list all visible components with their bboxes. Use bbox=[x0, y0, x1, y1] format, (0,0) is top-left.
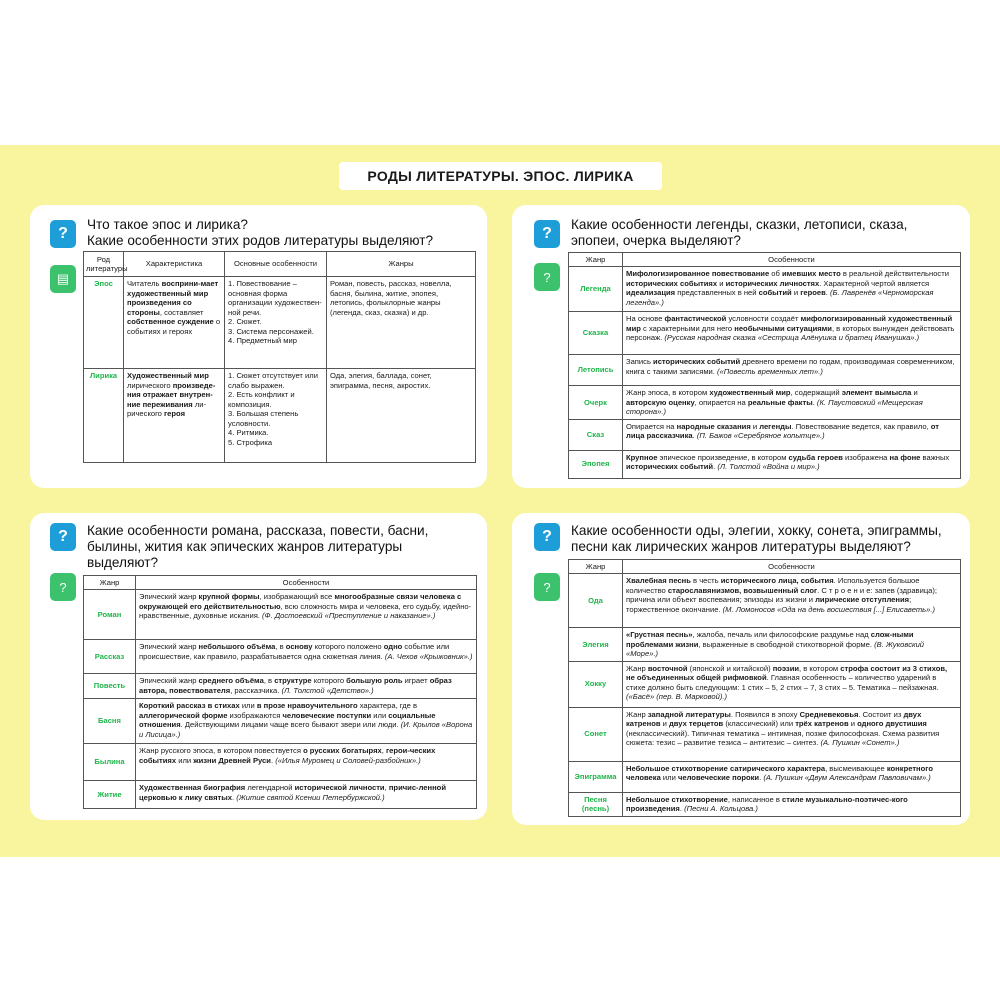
table-row bbox=[84, 674, 477, 699]
panel-title-line: Какие особенности романа, рассказа, повести, басни, bbox=[87, 523, 429, 538]
panel-lyric-genres bbox=[512, 513, 970, 825]
plain-text: . Главная особенность – количество ударений в стихе должно быть следующим: 1 стих – 5, 2 стих – 7, 3 стих – 5. Тематика – пейзажная. bbox=[626, 673, 939, 692]
plain-text: , в которых вынужден действовать персонаж. bbox=[626, 323, 955, 342]
plain-text: . Состоит из bbox=[858, 709, 904, 719]
citation-text: (Л. Толстой «Война и мир».) bbox=[717, 462, 820, 471]
bold-text: авторскую оценку bbox=[626, 397, 695, 407]
column-header: Жанр bbox=[569, 560, 623, 574]
citation-text: (А. Пушкин «Сонет».) bbox=[820, 738, 900, 747]
bold-text: среднего объёма bbox=[198, 676, 264, 685]
column-header: Особенности bbox=[623, 560, 961, 574]
plain-text: , рассказчика. bbox=[230, 685, 282, 695]
plain-text: . bbox=[270, 755, 276, 765]
head-idea-icon: ? bbox=[50, 573, 76, 601]
genre-name: Песня (песнь) bbox=[569, 792, 623, 816]
bold-text: героя bbox=[164, 409, 186, 418]
bold-text: на фоне bbox=[889, 452, 921, 462]
plain-text: легендарной bbox=[245, 783, 295, 792]
epos-lyrics-table bbox=[83, 251, 476, 463]
genre-description bbox=[623, 355, 961, 386]
citation-text: (И. Крылов «Ворона и Лисица».) bbox=[139, 720, 473, 739]
bold-text: старославянизмов, возвышенный слог bbox=[667, 585, 818, 595]
panel-title-line: Какие особенности оды, элегии, хокку, сонета, эпиграммы, bbox=[571, 523, 942, 538]
epic-genres-table bbox=[83, 575, 477, 809]
bold-text: слож-ными проблемами жизни bbox=[626, 630, 914, 649]
plain-text: , в котором bbox=[799, 663, 841, 673]
bold-text: Художественная биография bbox=[139, 783, 246, 792]
plain-text: или bbox=[176, 755, 194, 765]
genre-name: Сказка bbox=[569, 312, 623, 355]
table-row bbox=[569, 312, 961, 355]
bold-text: герои-ческих событиях bbox=[139, 746, 436, 765]
bold-text: «Грустная песнь» bbox=[626, 630, 693, 639]
genre-name: Очерк bbox=[569, 386, 623, 420]
plain-text: , bbox=[384, 783, 389, 792]
citation-text: (Б. Лавренёв «Черноморская легенда».) bbox=[626, 288, 934, 307]
panel-title-line: песни как лирических жанров литературы выделяют? bbox=[571, 539, 911, 554]
table-row bbox=[84, 744, 477, 781]
genre-description bbox=[136, 674, 477, 699]
citation-text: («Илья Муромец и Соловей-разбойник».) bbox=[275, 755, 421, 765]
plain-text: которого положено bbox=[312, 642, 384, 651]
plain-text: ли-рического bbox=[127, 399, 207, 418]
genre-characteristic bbox=[124, 277, 225, 369]
column-header: Основные особенности bbox=[225, 252, 327, 277]
bold-text: человеческие пороки bbox=[677, 773, 760, 782]
genre-description bbox=[623, 386, 961, 420]
bold-text: элемент вымысла bbox=[841, 388, 912, 397]
plain-text: . Используется большое количество bbox=[626, 576, 920, 595]
bold-text: поэзии bbox=[772, 663, 800, 673]
table-row bbox=[569, 707, 961, 761]
plain-text: , всю сложность мира и человека, его судьбу, идейно-нравственные, духовные искания. bbox=[139, 601, 472, 620]
plain-text: которого bbox=[311, 676, 347, 685]
bold-text: народные сказания bbox=[676, 421, 751, 431]
genre-name: Сонет bbox=[569, 707, 623, 761]
bold-text: исторического лица, события bbox=[720, 576, 834, 585]
column-header: Род литературы bbox=[84, 252, 124, 277]
genre-description bbox=[623, 574, 961, 628]
bold-text: исторических событий bbox=[626, 462, 714, 471]
bold-text: исторической личности bbox=[294, 783, 385, 792]
plain-text: характера, где в bbox=[357, 701, 418, 710]
plain-text: . Действующими лицами чаще всего бывают звери или люди. bbox=[180, 720, 401, 729]
bold-text: трёх катренов bbox=[795, 719, 849, 728]
panel-title-line: эпопеи, очерка выделяют? bbox=[571, 233, 741, 248]
bold-text: от лица рассказчика bbox=[626, 421, 939, 440]
bold-text: Мифологизированное повествование bbox=[626, 269, 770, 278]
citation-text: (П. Бажов «Серебряное копытце».) bbox=[696, 431, 825, 440]
genre-name: Эпиграмма bbox=[569, 761, 623, 792]
genre-features: 1. Повествование – основная форма организации художествен-ной речи. 2. Сюжет. 3. Система персонажей. 4. Предметный мир bbox=[225, 277, 327, 369]
bold-text: имевших место bbox=[781, 269, 841, 278]
citation-text: (М. Ломоносов «Ода на день восшествия [...] Елисаветь».) bbox=[722, 604, 936, 614]
genre-name: Лирика bbox=[84, 369, 124, 463]
bold-text: социальные отношения bbox=[139, 710, 436, 729]
bold-text: стиле музыкально-поэтичес-кого произведения bbox=[626, 794, 908, 813]
bold-text: легенды bbox=[759, 421, 792, 431]
citation-text: (В. Жуковский «Море».) bbox=[626, 639, 925, 658]
plain-text: ; торжественное окончание. bbox=[626, 595, 912, 614]
genre-name: Рассказ bbox=[84, 640, 136, 674]
question-icon: ? bbox=[534, 523, 560, 551]
plain-text: лирического bbox=[127, 380, 173, 390]
plain-text: , в bbox=[275, 642, 286, 651]
bold-text: Небольшое стихотворение bbox=[626, 794, 728, 804]
plain-text: . bbox=[759, 773, 764, 782]
table-row bbox=[569, 761, 961, 792]
genre-description bbox=[623, 450, 961, 478]
genre-description bbox=[623, 419, 961, 450]
question-icon: ? bbox=[50, 523, 76, 551]
bold-text: в прозе нравоучительного bbox=[256, 701, 358, 710]
column-header: Характеристика bbox=[124, 252, 225, 277]
bold-text: двух катренов bbox=[626, 709, 922, 728]
citation-text: (К. Паустовский «Мещерская сторона».) bbox=[626, 397, 923, 416]
table-row bbox=[84, 699, 477, 744]
citation-text: (Песни А. Кольцова.) bbox=[684, 804, 758, 813]
plain-text: Жанр эпоса, в котором bbox=[626, 388, 710, 397]
plain-text: и bbox=[791, 288, 801, 297]
column-header: Особенности bbox=[623, 253, 961, 267]
bold-text: образ автора, повествователя bbox=[139, 676, 452, 695]
bold-text: структуре bbox=[274, 676, 312, 685]
bold-text: исторических личностях bbox=[725, 278, 820, 288]
plain-text: Опирается на bbox=[626, 421, 677, 431]
genre-name: Сказ bbox=[569, 419, 623, 450]
genre-name: Легенда bbox=[569, 267, 623, 312]
genre-name: Элегия bbox=[569, 628, 623, 662]
plain-text: условности создаёт bbox=[726, 314, 801, 323]
plain-text: об bbox=[769, 269, 782, 278]
genre-name: Ода bbox=[569, 574, 623, 628]
bold-text: строфа состоит из 3 стихов, не объединенных общей рифмовкой bbox=[626, 663, 948, 682]
genre-name: Роман bbox=[84, 590, 136, 640]
plain-text: Эпический жанр bbox=[139, 592, 199, 601]
plain-text: и bbox=[848, 719, 858, 728]
plain-text: . bbox=[825, 288, 830, 297]
column-header: Особенности bbox=[136, 576, 477, 590]
citation-text: (Русская народная сказка «Сестрица Алёнушка и братец Иванушка».) bbox=[664, 333, 920, 342]
citation-text: (А. Чехов «Крыжовник».) bbox=[384, 651, 473, 661]
genre-name: Житие bbox=[84, 781, 136, 809]
genre-description bbox=[623, 267, 961, 312]
plain-text: . bbox=[232, 792, 237, 802]
citation-text: (Ф. Достоевский «Преступление и наказание».) bbox=[262, 611, 436, 620]
bold-text: необычными ситуациями bbox=[734, 323, 832, 333]
plain-text: и bbox=[750, 421, 760, 431]
table-row bbox=[84, 590, 477, 640]
column-header: Жанры bbox=[327, 252, 476, 277]
plain-text: , составляет bbox=[159, 307, 204, 317]
bold-text: идеализация bbox=[626, 288, 676, 297]
genre-name: Летопись bbox=[569, 355, 623, 386]
head-idea-icon: ? bbox=[534, 263, 560, 291]
genre-list: Роман, повесть, рассказ, новелла, басня, былина, житие, эпопея, летопись, фольклорные жанры (легенда, сказ, сказка) и др. bbox=[327, 277, 476, 369]
plain-text: или bbox=[660, 773, 678, 782]
plain-text: . Характерной чертой является bbox=[819, 278, 930, 288]
page-title: РОДЫ ЛИТЕРАТУРЫ. ЭПОС. ЛИРИКА bbox=[339, 162, 662, 190]
panel-epos-lyrics bbox=[30, 205, 487, 488]
plain-text: Запись bbox=[626, 357, 654, 366]
table-row bbox=[84, 277, 476, 369]
genre-name: Басня bbox=[84, 699, 136, 744]
plain-text: . bbox=[812, 397, 817, 407]
bold-text: исторических событиях bbox=[626, 278, 718, 288]
plain-text: , изображающий все bbox=[259, 592, 335, 601]
plain-text: (неклассический). Типичная тематика – интимная, позже философская. Схема развития сюжета: тезис – развитие тезиса – антитезис – синтез. bbox=[626, 728, 940, 747]
panel-title bbox=[87, 217, 487, 249]
bold-text: судьба героев bbox=[788, 452, 843, 462]
bold-text: восточной bbox=[647, 663, 688, 673]
question-icon: ? bbox=[50, 220, 76, 248]
plain-text: . bbox=[679, 804, 685, 813]
plain-text: о событиях и героях bbox=[127, 317, 221, 336]
plain-text: Жанр bbox=[626, 663, 648, 673]
genre-description bbox=[623, 628, 961, 662]
genre-name: Эпопея bbox=[569, 450, 623, 478]
genre-description bbox=[136, 781, 477, 809]
plain-text: в честь bbox=[690, 576, 721, 585]
table-row bbox=[569, 661, 961, 707]
plain-text: . Появился в эпоху bbox=[730, 709, 800, 719]
table-row bbox=[569, 355, 961, 386]
citation-text: («Басё» (пер. В. Марковой).) bbox=[626, 692, 728, 701]
plain-text: . bbox=[713, 462, 718, 471]
table-row bbox=[569, 267, 961, 312]
panel-title-line: выделяют? bbox=[87, 555, 159, 570]
plain-text: древнего времени по годам, производимая современником, книга с такими записями. bbox=[626, 357, 955, 376]
plain-text: или bbox=[239, 701, 257, 710]
plain-text: событие или происшествие, как правило, разрабатывается одна сюжетная линия. bbox=[139, 642, 450, 661]
bold-text: Крупное bbox=[626, 452, 658, 462]
genre-description bbox=[623, 707, 961, 761]
table-row bbox=[84, 369, 476, 463]
plain-text: , опирается на bbox=[694, 397, 748, 407]
plain-text: . Повествование ведется, как правило, bbox=[791, 421, 931, 431]
table-row bbox=[569, 450, 961, 478]
bold-text: Небольшое стихотворение сатирического характера bbox=[626, 763, 826, 773]
genre-description bbox=[623, 661, 961, 707]
bold-text: человеческие поступки bbox=[282, 710, 372, 720]
bold-text: мифологизированный художественный мир bbox=[626, 314, 953, 333]
bold-text: исторических событий bbox=[653, 357, 741, 366]
panel-title-line: былины, жития как эпических жанров литературы bbox=[87, 539, 403, 554]
panel-title-line: Что такое эпос и лирика? bbox=[87, 217, 248, 232]
panel-title-line: Какие особенности этих родов литературы выделяют? bbox=[87, 233, 434, 248]
plain-text: Жанр bbox=[626, 709, 648, 719]
plain-text: . С т р о е н и е: запев (здравица); причина или объект воспевания; эпизоды из жизни и bbox=[626, 585, 938, 604]
bold-text: о русских богатырях bbox=[303, 746, 382, 755]
plain-text: и bbox=[717, 278, 726, 288]
bold-text: аллегорической форме bbox=[139, 710, 228, 720]
genre-name: Хокку bbox=[569, 661, 623, 707]
plain-text: и bbox=[660, 719, 669, 728]
plain-text: Жанр русского эпоса, в котором повествуется bbox=[139, 746, 304, 755]
bold-text: Художественный мир bbox=[127, 371, 209, 380]
bold-text: Хвалебная песнь bbox=[626, 576, 691, 585]
panel-title bbox=[87, 523, 487, 571]
genre-description bbox=[623, 792, 961, 816]
bold-text: конкретного человека bbox=[626, 763, 933, 782]
bold-text: собственное суждение bbox=[127, 317, 214, 326]
genre-description bbox=[136, 744, 477, 781]
plain-text: изображена bbox=[842, 452, 890, 462]
plain-text: эпическое произведение, в котором bbox=[657, 452, 789, 462]
legend-tale-table bbox=[568, 252, 961, 479]
bold-text: крупной формы bbox=[198, 592, 260, 601]
table-row bbox=[84, 781, 477, 809]
plain-text: представленных в ней bbox=[675, 288, 759, 297]
lyric-genres-table bbox=[568, 559, 961, 817]
plain-text: важных bbox=[920, 452, 950, 462]
genre-name: Эпос bbox=[84, 277, 124, 369]
citation-text: (Л. Толстой «Детство».) bbox=[281, 685, 374, 695]
column-header: Жанр bbox=[84, 576, 136, 590]
plain-text: играет bbox=[402, 676, 430, 685]
bold-text: многообразные связи человека с окружающей его действительностью bbox=[139, 592, 462, 611]
panel-title bbox=[571, 217, 966, 249]
genre-description bbox=[136, 640, 477, 674]
genre-name: Повесть bbox=[84, 674, 136, 699]
genre-characteristic bbox=[124, 369, 225, 463]
bold-text: лирические отступления bbox=[815, 595, 910, 604]
bold-text: причис-ленной церковью к лику святых bbox=[139, 783, 446, 802]
bold-text: художественный мир bbox=[709, 388, 791, 397]
plain-text: Читатель bbox=[127, 279, 162, 288]
question-icon: ? bbox=[534, 220, 560, 248]
head-idea-icon: ? bbox=[534, 573, 560, 601]
plain-text: , жалоба, печаль или философские раздумье над bbox=[692, 630, 871, 639]
bold-text: одно bbox=[383, 642, 403, 651]
genre-description bbox=[136, 590, 477, 640]
genre-features: 1. Сюжет отсутствует или слабо выражен. 2. Есть конфликт и композиция. 3. Большая степень условности. 4. Ритмика. 5. Строфика bbox=[225, 369, 327, 463]
plain-text: , высмеивающее bbox=[825, 763, 887, 773]
table-row bbox=[569, 792, 961, 816]
genre-name: Былина bbox=[84, 744, 136, 781]
plain-text: , написанное в bbox=[727, 794, 783, 804]
bold-text: большую роль bbox=[346, 676, 403, 685]
table-row bbox=[569, 419, 961, 450]
bold-text: небольшого объёма bbox=[198, 642, 276, 651]
plain-text: Эпический жанр bbox=[139, 642, 199, 651]
genre-description bbox=[136, 699, 477, 744]
plain-text: На основе bbox=[626, 314, 665, 323]
bold-text: Короткий рассказ в стихах bbox=[139, 701, 240, 710]
citation-text: (Житие святой Ксении Петербуржской.) bbox=[236, 792, 385, 802]
plain-text: , содержащий bbox=[790, 388, 842, 397]
column-header: Жанр bbox=[569, 253, 623, 267]
citation-text: («Повесть временных лет».) bbox=[717, 366, 823, 376]
bold-text: событий bbox=[758, 288, 792, 297]
book-icon: ▤ bbox=[50, 265, 76, 293]
plain-text: , выраженные в свободной стихотворной форме. bbox=[698, 639, 875, 649]
bold-text: основу bbox=[285, 642, 313, 651]
table-row bbox=[569, 628, 961, 662]
genre-list: Ода, элегия, баллада, сонет, эпиграмма, песня, акростих. bbox=[327, 369, 476, 463]
bold-text: одного двустишия bbox=[857, 719, 927, 728]
bold-text: произведе-ния отражает внутрен-ние переживания bbox=[127, 380, 216, 409]
panel-legend-tale bbox=[512, 205, 970, 488]
plain-text: Эпический жанр bbox=[139, 676, 199, 685]
plain-text: . bbox=[692, 431, 697, 440]
bold-text: фантастической bbox=[664, 314, 727, 323]
bold-text: западной литературы bbox=[647, 709, 731, 719]
plain-text: или bbox=[371, 710, 389, 720]
plain-text: в реальной действительности bbox=[840, 269, 949, 278]
bold-text: Средневековья bbox=[799, 709, 859, 719]
plain-text: (японской и китайской) bbox=[687, 663, 773, 673]
table-row bbox=[84, 640, 477, 674]
bold-text: реальные факты bbox=[747, 397, 813, 407]
bold-text: двух терцетов bbox=[668, 719, 724, 728]
plain-text: и bbox=[911, 388, 918, 397]
plain-text: , в bbox=[263, 676, 275, 685]
genre-description bbox=[623, 761, 961, 792]
bold-text: восприни-мает художественный мир произведения со стороны bbox=[127, 279, 219, 317]
panel-title-line: Какие особенности легенды, сказки, летописи, сказа, bbox=[571, 217, 908, 232]
genre-description bbox=[623, 312, 961, 355]
panel-epic-genres bbox=[30, 513, 487, 820]
panel-title bbox=[571, 523, 966, 555]
plain-text: (классический) или bbox=[723, 719, 796, 728]
table-row bbox=[569, 574, 961, 628]
bold-text: жизни Древней Руси bbox=[193, 755, 271, 765]
plain-text: изображаются bbox=[227, 710, 283, 720]
plain-text: с характерными для него bbox=[640, 323, 735, 333]
plain-text: , bbox=[381, 746, 386, 755]
citation-text: (А. Пушкин «Двум Александрам Павловичам».) bbox=[763, 773, 931, 782]
table-row bbox=[569, 386, 961, 420]
bold-text: героев bbox=[800, 288, 826, 297]
